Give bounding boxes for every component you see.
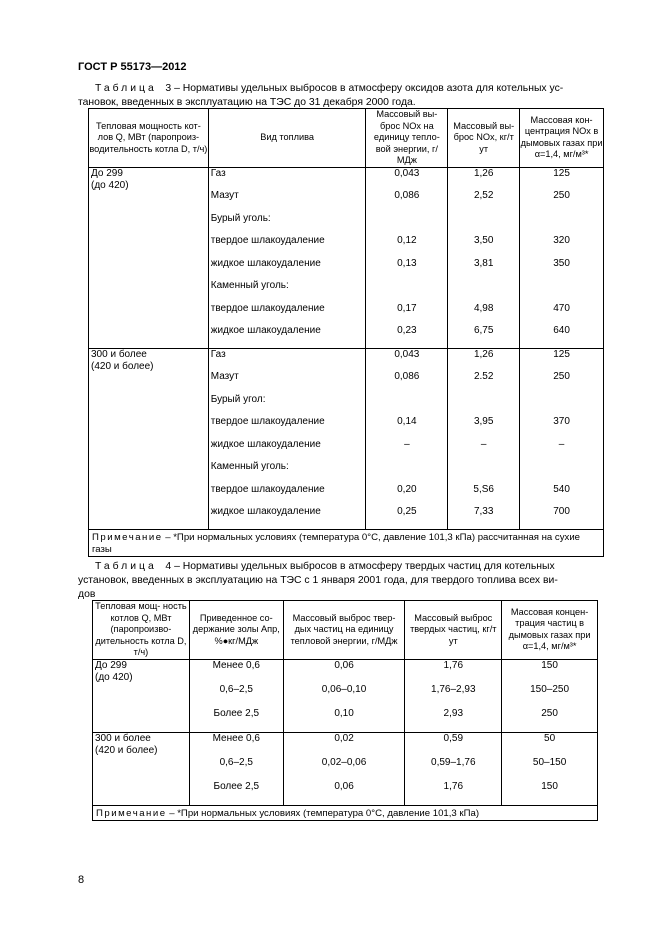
- table-row: [93, 732, 598, 757]
- table4-caption: [95, 560, 615, 574]
- header-kg-t: Массовый выброс твердых частиц, кг/т ут: [405, 601, 502, 660]
- g-mj-cell: 0,043: [366, 348, 448, 371]
- g-mj-cell: –: [366, 439, 448, 462]
- mg-m3-cell: 350: [520, 258, 604, 281]
- fuel-cell: Мазут: [208, 371, 366, 394]
- g-mj-cell: 0,086: [366, 371, 448, 394]
- g-mj-cell: [366, 213, 448, 236]
- power-cell: 300 и более (420 и более): [89, 348, 209, 529]
- mg-m3-cell: 50: [502, 732, 598, 757]
- g-mj-cell: [366, 461, 448, 484]
- fuel-cell: твердое шлакоудаление: [208, 416, 366, 439]
- ash-cell: Менее 0,6: [189, 659, 283, 684]
- mg-m3-cell: 540: [520, 484, 604, 507]
- table-row: [93, 659, 598, 684]
- header-g-mj: Массовый вы- брос NOx на единицу тепло- вой энергии, г/МДж: [366, 109, 448, 168]
- table-label: Таблица: [95, 561, 157, 572]
- g-mj-cell: 0,06: [283, 659, 405, 684]
- kg-t-cell: 3,95: [448, 416, 520, 439]
- mg-m3-cell: [520, 461, 604, 484]
- power-cell: 300 и более (420 и более): [93, 732, 190, 805]
- caption-text: – Нормативы удельных выбросов в атмосферу оксидов азота для котельных ус-: [171, 83, 564, 94]
- document-header: ГОСТ Р 55173—2012: [78, 61, 187, 73]
- kg-t-cell: [448, 461, 520, 484]
- header-kg-t: Массовый вы- брос NOx, кг/т ут: [448, 109, 520, 168]
- mg-m3-cell: 125: [520, 348, 604, 371]
- header-g-mj: Массовый выброс твер- дых частиц на единицу тепловой энергии, г/МДж: [283, 601, 405, 660]
- table-row: [89, 167, 604, 190]
- g-mj-cell: 0,06: [283, 781, 405, 806]
- kg-t-cell: 2.52: [448, 371, 520, 394]
- table-number: 4: [165, 561, 172, 572]
- g-mj-cell: 0,23: [366, 325, 448, 348]
- g-mj-cell: [366, 394, 448, 417]
- kg-t-cell: 1,26: [448, 348, 520, 371]
- ash-cell: 0,6–2,5: [189, 757, 283, 781]
- ash-cell: Более 2,5: [189, 708, 283, 733]
- g-mj-cell: 0,13: [366, 258, 448, 281]
- kg-t-cell: –: [448, 439, 520, 462]
- note-text: – *При нормальных условиях (температура 0°С, давление 101,3 кПа): [166, 807, 480, 819]
- table3-caption: [95, 82, 615, 96]
- g-mj-cell: 0,12: [366, 235, 448, 258]
- table-header-row: [93, 601, 598, 660]
- table-note-row: [93, 805, 598, 820]
- mg-m3-cell: 150–250: [502, 684, 598, 708]
- mg-m3-cell: 640: [520, 325, 604, 348]
- header-ash: Приведенное со- держание золы Апр, %●кг/МДж: [189, 601, 283, 660]
- g-mj-cell: 0,06–0,10: [283, 684, 405, 708]
- mg-m3-cell: 250: [502, 708, 598, 733]
- fuel-cell: Бурый угол:: [208, 394, 366, 417]
- kg-t-cell: [448, 213, 520, 236]
- kg-t-cell: 7,33: [448, 506, 520, 529]
- table-note: [89, 529, 604, 556]
- mg-m3-cell: 320: [520, 235, 604, 258]
- g-mj-cell: 0,20: [366, 484, 448, 507]
- fuel-cell: твердое шлакоудаление: [208, 303, 366, 326]
- g-mj-cell: [366, 280, 448, 303]
- mg-m3-cell: 700: [520, 506, 604, 529]
- kg-t-cell: 1,26: [448, 167, 520, 190]
- fuel-cell: Газ: [208, 348, 366, 371]
- kg-t-cell: 0,59: [405, 732, 502, 757]
- kg-t-cell: 2,93: [405, 708, 502, 733]
- kg-t-cell: 4,98: [448, 303, 520, 326]
- kg-t-cell: 1,76–2,93: [405, 684, 502, 708]
- fuel-cell: Газ: [208, 167, 366, 190]
- mg-m3-cell: 150: [502, 659, 598, 684]
- mg-m3-cell: 470: [520, 303, 604, 326]
- power-cell: До 299 (до 420): [89, 167, 209, 348]
- mg-m3-cell: [520, 394, 604, 417]
- g-mj-cell: 0,17: [366, 303, 448, 326]
- header-mg-m3: Массовая концен- трация частиц в дымовых газах при α=1,4, мг/м³*: [502, 601, 598, 660]
- kg-t-cell: 2,52: [448, 190, 520, 213]
- kg-t-cell: 5,S6: [448, 484, 520, 507]
- table4: [92, 600, 598, 821]
- g-mj-cell: 0,10: [283, 708, 405, 733]
- kg-t-cell: [448, 280, 520, 303]
- mg-m3-cell: [520, 213, 604, 236]
- g-mj-cell: 0,02–0,06: [283, 757, 405, 781]
- table-row: [89, 348, 604, 371]
- table3: [88, 108, 604, 557]
- fuel-cell: Мазут: [208, 190, 366, 213]
- mg-m3-cell: 150: [502, 781, 598, 806]
- table-label: Таблица: [95, 83, 157, 94]
- g-mj-cell: 0,25: [366, 506, 448, 529]
- note-text: – *При нормальных условиях (температура 0°С, давление 101,3 кПа) рассчитанная на сухие газы: [92, 531, 581, 555]
- g-mj-cell: 0,14: [366, 416, 448, 439]
- fuel-cell: твердое шлакоудаление: [208, 235, 366, 258]
- table-header-row: [89, 109, 604, 168]
- g-mj-cell: 0,086: [366, 190, 448, 213]
- fuel-cell: Каменный уголь:: [208, 280, 366, 303]
- kg-t-cell: 1,76: [405, 781, 502, 806]
- kg-t-cell: 3,50: [448, 235, 520, 258]
- note-label: Примечание: [92, 531, 163, 543]
- fuel-cell: Бурый уголь:: [208, 213, 366, 236]
- ash-cell: 0,6–2,5: [189, 684, 283, 708]
- mg-m3-cell: 50–150: [502, 757, 598, 781]
- mg-m3-cell: 250: [520, 371, 604, 394]
- table4-caption-line3: дов: [78, 589, 96, 600]
- g-mj-cell: 0,043: [366, 167, 448, 190]
- header-power: Тепловая мощность кот- лов Q, МВт (паропроиз- водительность котла D, т/ч): [89, 109, 209, 168]
- header-power: Тепловая мощ- ность котлов Q, МВт (паропроизво- дительность котла D, т/ч): [93, 601, 190, 660]
- power-cell: До 299 (до 420): [93, 659, 190, 732]
- table4-caption-line2: установок, введенных в эксплуатацию на ТЭС с 1 января 2001 года, для твердого топлива всех ви-: [78, 575, 558, 586]
- kg-t-cell: 6,75: [448, 325, 520, 348]
- fuel-cell: жидкое шлакоудаление: [208, 439, 366, 462]
- kg-t-cell: [448, 394, 520, 417]
- fuel-cell: Каменный уголь:: [208, 461, 366, 484]
- kg-t-cell: 0,59–1,76: [405, 757, 502, 781]
- mg-m3-cell: 370: [520, 416, 604, 439]
- fuel-cell: твердое шлакоудаление: [208, 484, 366, 507]
- kg-t-cell: 3,81: [448, 258, 520, 281]
- header-fuel: Вид топлива: [208, 109, 366, 168]
- note-label: Примечание: [96, 807, 167, 819]
- mg-m3-cell: [520, 280, 604, 303]
- fuel-cell: жидкое шлакоудаление: [208, 325, 366, 348]
- g-mj-cell: 0,02: [283, 732, 405, 757]
- page-number: 8: [78, 874, 85, 886]
- table3-caption-line2: тановок, введенных в эксплуатацию на ТЭС до 31 декабря 2000 года.: [78, 97, 416, 108]
- ash-cell: Более 2,5: [189, 781, 283, 806]
- table-note-row: [89, 529, 604, 556]
- mg-m3-cell: 125: [520, 167, 604, 190]
- table-number: 3: [165, 83, 172, 94]
- header-mg-m3: Массовая кон- центрация NOx в дымовых газах при α=1,4, мг/м³*: [520, 109, 604, 168]
- kg-t-cell: 1,76: [405, 659, 502, 684]
- mg-m3-cell: 250: [520, 190, 604, 213]
- fuel-cell: жидкое шлакоудаление: [208, 506, 366, 529]
- fuel-cell: жидкое шлакоудаление: [208, 258, 366, 281]
- ash-cell: Менее 0,6: [189, 732, 283, 757]
- mg-m3-cell: –: [520, 439, 604, 462]
- caption-text: – Нормативы удельных выбросов в атмосферу твердых частиц для котельных: [171, 561, 555, 572]
- table-note: [93, 805, 598, 820]
